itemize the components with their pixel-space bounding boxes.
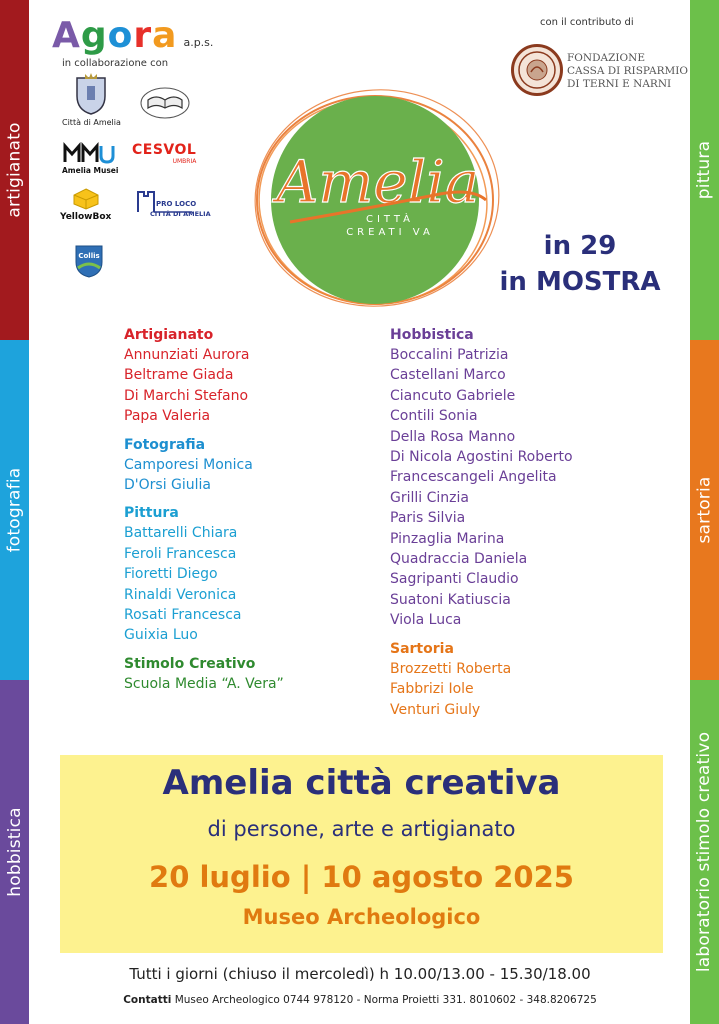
citta-amelia-crest-icon [71, 72, 111, 116]
exhibitor-name: Ciancuto Gabriele [390, 387, 516, 404]
exhibitor-name: Fabbrizi Iole [390, 681, 474, 698]
category-heading: Stimolo Creativo [124, 655, 256, 672]
category-heading: Pittura [124, 505, 179, 522]
in-mostra-heading: in 29 in MOSTRA [499, 231, 661, 297]
opening-hours: Tutti i giorni (chiuso il mercoledì) h 10.00/13.00 - 15.30/18.00 [129, 965, 591, 983]
agora-letter: a [152, 15, 178, 56]
exhibitor-name: Guixia Luo [124, 627, 198, 644]
agora-logo [52, 15, 214, 56]
svg-text:PRO LOCO: PRO LOCO [156, 200, 197, 208]
agora-letter: g [80, 15, 108, 56]
exhibitor-name: Rinaldi Veronica [124, 586, 237, 603]
contacts-text: Museo Archeologico 0744 978120 - Norma Proietti 331. 8010602 - 348.8206725 [171, 994, 597, 1006]
exhibitor-name: Camporesi Monica [124, 456, 253, 473]
collab-text: in collaborazione con [62, 58, 169, 69]
exhibitor-name: Francescangeli Angelita [390, 469, 557, 486]
agora-wordmark [52, 15, 178, 56]
exhibitor-name: Rosati Francesca [124, 607, 242, 624]
fondazione-name: FONDAZIONE CASSA DI RISPARMIO DI TERNI E NARNI [567, 52, 688, 90]
proloco-logo [132, 184, 211, 218]
agora-aps: a.p.s. [183, 36, 214, 49]
exhibitor-name: Scuola Media “A. Vera” [124, 675, 284, 692]
amelia-script-title: Amelia [276, 148, 480, 216]
yellowbox-cube-icon [73, 188, 99, 210]
citta-label: CITTÀ [365, 214, 415, 225]
exhibitor-name: Pinzaglia Marina [390, 530, 505, 547]
svg-text:Collis: Collis [78, 252, 100, 260]
exhibitor-name: Papa Valeria [124, 408, 211, 425]
left-exhibitor-column [124, 325, 284, 694]
exhibitor-name: D'Orsi Giulia [124, 477, 212, 494]
exhibitor-name: Quadraccia Daniela [390, 551, 528, 568]
exhibitor-name: Di Marchi Stefano [124, 387, 249, 404]
cesvol-logo: CESVOL UMBRIA [132, 142, 197, 165]
contacts-line [30, 994, 690, 1006]
yellowbox-logo: YellowBox [60, 188, 111, 222]
category-heading: Fotografia [124, 436, 206, 453]
exhibitor-name: Boccalini Patrizia [390, 347, 509, 363]
agora-letter: o [107, 15, 134, 56]
event-title: Amelia città creativa [162, 763, 561, 803]
category-heading: Hobbistica [390, 327, 474, 343]
agora-letter: r [133, 15, 153, 56]
stripe-sartoria: sartoria [690, 340, 719, 680]
contacts-label: Contatti [123, 994, 172, 1006]
collis-logo [74, 244, 104, 278]
stripe-laboratorio: laboratorio stimolo creativo [690, 680, 719, 1024]
exhibitor-name: Beltrame Giada [124, 367, 234, 384]
creativa-label: CREATI VA [346, 227, 434, 238]
exhibitor-name: Feroli Francesca [124, 545, 237, 562]
amelia-musei-logo: Amelia Musei [62, 142, 118, 175]
open-book-icon [140, 86, 190, 120]
right-exhibitor-column [390, 325, 573, 720]
event-subtitle: di persone, arte e artigianato [207, 817, 516, 841]
fondazione-seal-icon [511, 44, 563, 96]
exhibitor-name: Sagripanti Claudio [390, 571, 519, 588]
event-dates: 20 luglio | 10 agosto 2025 [149, 860, 574, 894]
event-venue: Museo Archeologico [242, 905, 481, 929]
exhibitor-name: Brozzetti Roberta [390, 660, 512, 677]
category-heading: Sartoria [390, 640, 454, 657]
svg-text:CITTÀ DI AMELIA: CITTÀ DI AMELIA [150, 210, 211, 218]
amelia-musei-mark-icon [63, 142, 117, 164]
category-heading: Artigianato [124, 327, 214, 343]
event-box [60, 755, 663, 953]
exhibitor-name: Battarelli Chiara [124, 525, 238, 542]
collis-shield-icon [74, 244, 104, 278]
proloco-castle-icon [132, 184, 211, 218]
stripe-artigianato: artigianato [0, 0, 29, 340]
stripe-fotografia: fotografia [0, 340, 29, 680]
exhibitor-name: Venturi Giuly [390, 701, 481, 718]
exhibitor-name: Fioretti Diego [124, 566, 218, 583]
citta-amelia-logo: Città di Amelia [62, 72, 121, 127]
exhibitor-name: Di Nicola Agostini Roberto [390, 449, 573, 466]
exhibitor-name: Grilli Cinzia [390, 489, 469, 506]
contrib-text: con il contributo di [540, 17, 634, 28]
exhibitor-name: Contili Sonia [390, 408, 478, 425]
stripe-pittura: pittura [690, 0, 719, 340]
exhibitor-name: Suatoni Katiuscia [390, 591, 511, 608]
stripe-hobbistica: hobbistica [0, 680, 29, 1024]
exhibitor-name: Castellani Marco [390, 367, 506, 384]
book-association-logo [140, 86, 190, 120]
exhibitor-name: Annunziati Aurora [124, 347, 250, 363]
agora-letter: A [52, 15, 81, 56]
exhibitor-name: Viola Luca [390, 612, 462, 629]
exhibitor-name: Della Rosa Manno [390, 428, 516, 445]
exhibitor-name: Paris Silvia [390, 510, 466, 527]
